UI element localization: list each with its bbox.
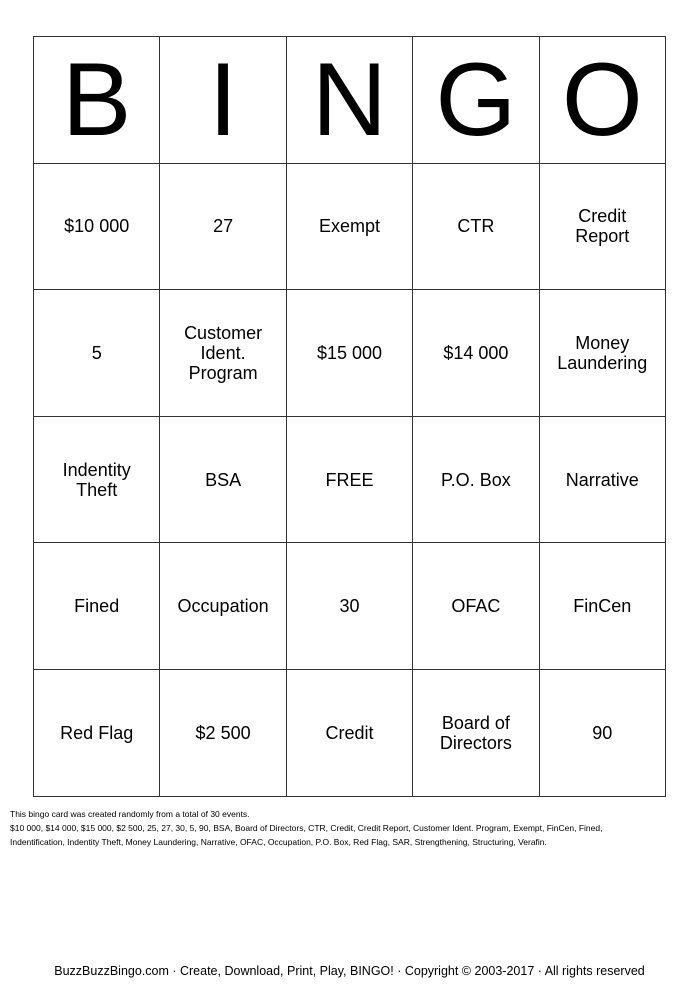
header-row [34,37,666,164]
card-row-1 [34,163,666,290]
cell-text: OFAC [451,596,501,617]
cell-text: Red Flag [60,722,134,743]
cell-text: 5 [91,342,102,363]
bingo-cell[interactable] [413,163,539,290]
bingo-cell[interactable] [286,543,412,670]
bingo-cell[interactable] [539,669,665,796]
cell-text: Board of Directors [439,712,512,753]
cell-text: BSA [205,469,242,490]
bingo-cell[interactable] [160,416,286,543]
event-list-note [10,807,690,849]
bingo-cell[interactable] [160,163,286,290]
cell-text: $2 500 [195,722,251,743]
bingo-card [33,36,666,797]
bingo-cell[interactable] [413,416,539,543]
card-row-4 [34,543,666,670]
bingo-cell[interactable] [539,290,665,417]
cell-text: Money Laundering [557,332,648,373]
cell-text: FREE [325,469,374,490]
cell-text: 30 [339,596,360,617]
cell-text: Fined [74,596,120,617]
footer-copyright: BuzzBuzzBingo.com · Create, Download, Print, Play, BINGO! · Copyright © 2003-2017 · All rights reserved [54,964,645,978]
cell-text: Credit [325,722,374,743]
bingo-cell[interactable] [539,163,665,290]
bingo-cell[interactable] [34,416,160,543]
header-letter-n: N [286,37,412,164]
card-row-2 [34,290,666,417]
bingo-cell[interactable] [160,543,286,670]
header-letter-i: I [160,37,286,164]
cell-text: CTR [457,216,495,237]
cell-text: Narrative [565,469,639,490]
bingo-cell[interactable] [160,290,286,417]
bingo-cell[interactable] [34,290,160,417]
bingo-cell[interactable] [413,543,539,670]
bingo-cell[interactable] [286,290,412,417]
note-line-2: $10 000, $14 000, $15 000, $2 500, 25, 27, 30, 5, 90, BSA, Board of Directors, CTR, Credit, Credit Report, Customer Ident. Program, Exempt, FinCen, Fined, [10,823,603,833]
bingo-cell[interactable] [34,669,160,796]
bingo-cell[interactable] [539,416,665,543]
cell-text: $10 000 [64,216,130,237]
bingo-cell[interactable] [34,163,160,290]
header-letter-g: G [413,37,539,164]
bingo-cell[interactable] [286,163,412,290]
header-letter-b: B [34,37,160,164]
cell-text: Exempt [318,216,380,237]
cell-text: P.O. Box [441,469,511,490]
cell-text: FinCen [573,596,632,617]
bingo-cell[interactable] [34,543,160,670]
bingo-cell[interactable] [160,669,286,796]
bingo-cell[interactable] [413,290,539,417]
card-row-3 [34,416,666,543]
cell-text: 90 [592,722,613,743]
note-line-1: This bingo card was created randomly from a total of 30 events. [10,809,250,819]
note-line-3: Indentification, Indentity Theft, Money Laundering, Narrative, OFAC, Occupation, P.O. Box, Red Flag, SAR, Strengthening, Structuring, Verafin. [10,837,547,847]
bingo-cell[interactable] [539,543,665,670]
header-letter-o: O [539,37,665,164]
cell-text: Credit Report [575,206,630,247]
cell-text: 27 [213,216,234,237]
card-row-5 [34,669,666,796]
cell-text: $15 000 [316,342,383,363]
cell-text: $14 000 [443,342,509,363]
cell-text: Occupation [177,596,269,617]
cell-text: Customer Ident. Program [184,322,263,383]
bingo-cell[interactable] [286,669,412,796]
free-space-cell[interactable] [286,416,412,543]
cell-text: Indentity Theft [62,459,131,500]
bingo-cell[interactable] [413,669,539,796]
